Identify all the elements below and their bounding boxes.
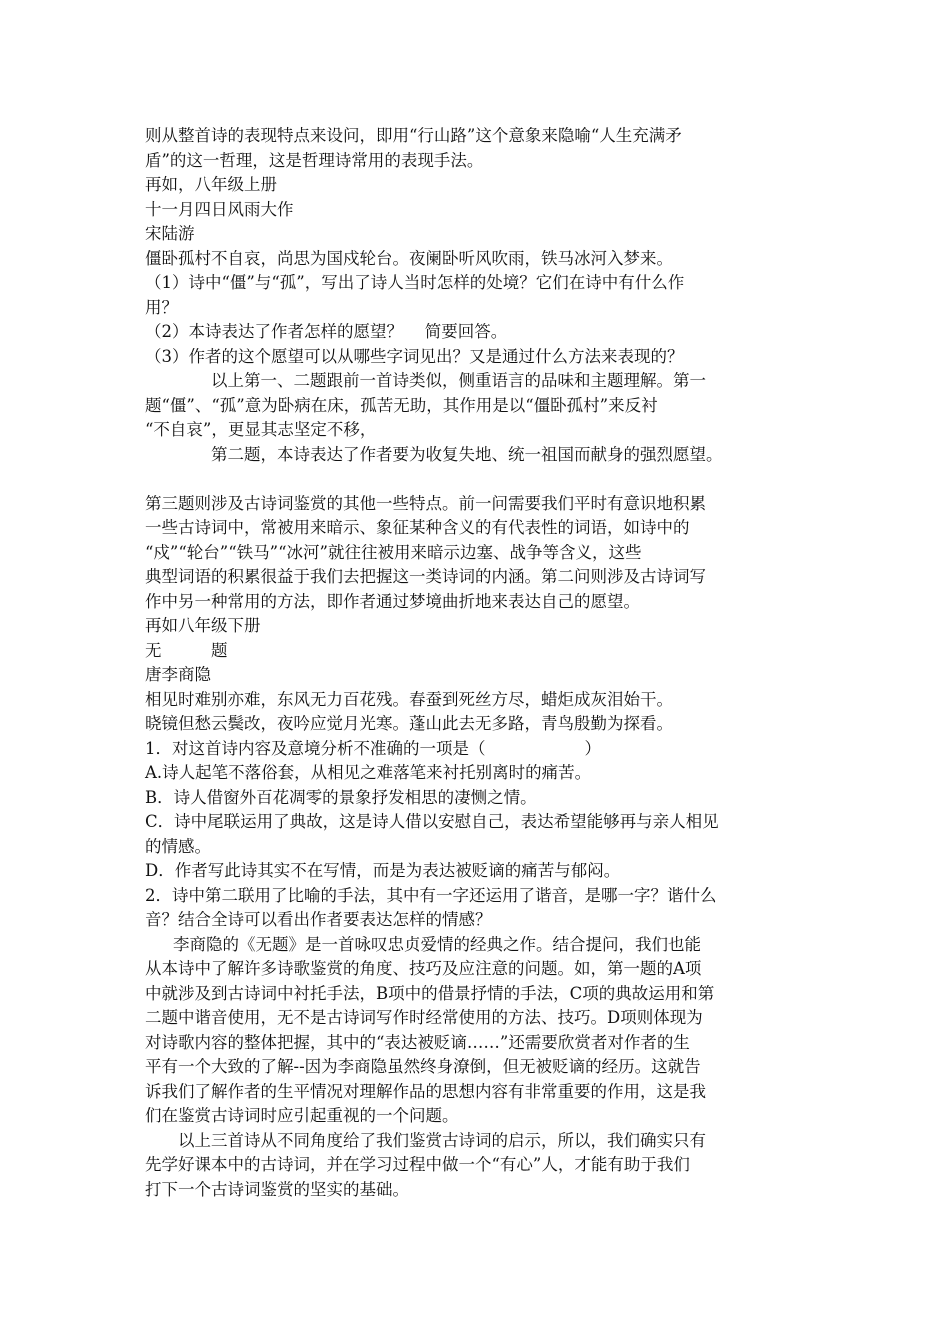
text-line: 再如，八年级上册 [145,175,277,194]
text-line: 再如八年级下册 [145,616,261,635]
blank-line [145,467,810,492]
poem-title: 无 题 [145,640,228,660]
conclusion-line: 打下一个古诗词鉴赏的坚实的基础。 [145,1179,409,1199]
question-line: 2．诗中第二联用了比喻的手法，其中有一字还运用了谐音，是哪一字？谐什么 [145,885,717,905]
conclusion-line: 以上三首诗从不同角度给了我们鉴赏古诗词的启示，所以，我们确实只有 [178,1130,706,1150]
question-line: 用？ [145,297,178,317]
analysis-line: 诉我们了解作者的生平情况对理解作品的思想内容有非常重要的作用，这是我 [145,1081,706,1101]
conclusion-line: 先学好课本中的古诗词，并在学习过程中做一个“有心”人，才能有助于我们 [145,1155,690,1174]
analysis-line: 典型词语的积累很益于我们去把握这一类诗词的内涵。第二问则涉及古诗词写 [145,567,706,586]
analysis-line: 题“僵”、“孤”意为卧病在床，孤苦无助，其作用是以“僵卧孤村”来反衬 [145,395,658,415]
analysis-line: 对诗歌内容的整体把握，其中的“表达被贬谪……”还需要欣赏者对作者的生 [145,1032,690,1052]
option-b: B．诗人借窗外百花凋零的景象抒发相思的凄恻之情。 [145,787,537,807]
analysis-line: 第二题，本诗表达了作者要为收复失地、统一祖国而献身的强烈愿望。 [211,444,723,464]
question-line: （3）作者的这个愿望可以从哪些字词见出？又是通过什么方法来表现的？ [145,346,684,366]
option-d: D．作者写此诗其实不在写情，而是为表达被贬谪的痛苦与郁闷。 [145,861,621,880]
analysis-line: 二题中谐音使用，无不是古诗词写作时经常使用的方法、技巧。D项则体现为 [145,1008,703,1027]
poem-author: 宋陆游 [145,224,195,243]
poem-text: 相见时难别亦难，东风无力百花残。春蚕到死丝方尽，蜡炬成灰泪始干。 [145,689,673,709]
analysis-line: 中就涉及到古诗词中衬托手法，B项中的借景抒情的手法，C项的典故运用和第 [145,983,715,1003]
analysis-line: 以上第一、二题跟前一首诗类似，侧重语言的品味和主题理解。第一 [211,371,706,390]
question-line: （1）诗中“僵”与“孤”，写出了诗人当时怎样的处境？它们在诗中有什么作 [145,273,685,292]
option-c: 的情感。 [145,836,211,856]
document-page [145,124,810,1202]
text-line: 盾”的这一哲理，这是哲理诗常用的表现手法。 [145,150,484,170]
analysis-line: 从本诗中了解许多诗歌鉴赏的角度、技巧及应注意的问题。如，第一题的A项 [145,959,702,978]
analysis-line: 作中另一种常用的方法，即作者通过梦境曲折地来表达自己的愿望。 [145,591,640,611]
analysis-line: 第三题则涉及古诗词鉴赏的其他一些特点。前一问需要我们平时有意识地积累 [145,493,706,513]
text-line: 则从整首诗的表现特点来设问，即用“行山路”这个意象来隐喻“人生充满矛 [145,126,682,145]
analysis-line: “戍”“轮台”“铁马”“冰河”就往往被用来暗示边塞、战争等含义，这些 [145,542,642,562]
analysis-line: 平有一个大致的了解--因为李商隐虽然终身潦倒，但无被贬谪的经历。这就告 [145,1057,701,1076]
option-c: C．诗中尾联运用了典故，这是诗人借以安慰自己，表达希望能够再与亲人相见 [145,812,719,831]
poem-text: 晓镜但愁云鬓改，夜吟应觉月光寒。蓬山此去无多路，青鸟殷勤为探看。 [145,714,673,733]
analysis-line: 李商隐的《无题》是一首咏叹忠贞爱情的经典之作。结合提问，我们也能 [173,934,701,954]
poem-title: 十一月四日风雨大作 [145,199,294,219]
option-a: A.诗人起笔不落俗套，从相见之难落笔来衬托别离时的痛苦。 [145,763,592,782]
analysis-line: 们在鉴赏古诗词时应引起重视的一个问题。 [145,1106,459,1125]
poem-text: 僵卧孤村不自哀，尚思为国戍轮台。夜阑卧听风吹雨，铁马冰河入梦来。 [145,248,673,268]
poem-author: 唐李商隐 [145,665,211,684]
question-line: 1．对这首诗内容及意境分析不准确的一项是（ ） [145,738,601,758]
question-line: （2）本诗表达了作者怎样的愿望？ 简要回答。 [145,322,508,341]
analysis-line: “不自哀”，更显其志坚定不移， [145,420,377,439]
analysis-line: 一些古诗词中，常被用来暗示、象征某种含义的有代表性的词语，如诗中的 [145,518,690,537]
question-line: 音？结合全诗可以看出作者要表达怎样的情感？ [145,910,492,929]
